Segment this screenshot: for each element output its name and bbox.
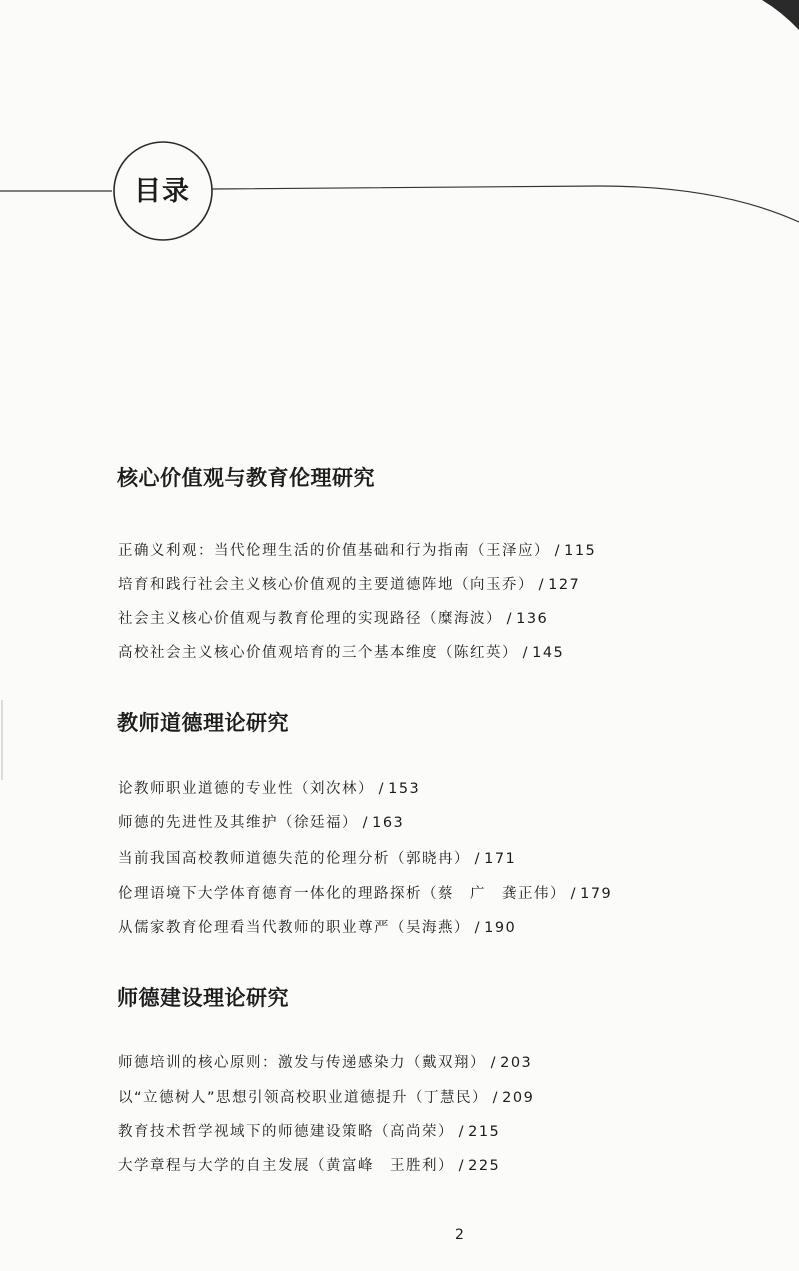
- entry-page: 209: [502, 1090, 535, 1106]
- toc-entry[interactable]: 以“立德树人”思想引领高校职业道德提升（丁慧民） / 209: [118, 1090, 535, 1106]
- entry-title: 培育和践行社会主义核心价值观的主要道德阵地（向玉乔）: [118, 577, 534, 593]
- entry-page: 171: [484, 851, 517, 867]
- toc-entry[interactable]: 当前我国高校教师道德失范的伦理分析（郭晓冉） / 171: [118, 851, 517, 867]
- page-number: 2: [455, 1227, 464, 1243]
- toc-entry[interactable]: 从儒家教育伦理看当代教师的职业尊严（吴海燕） / 190: [118, 920, 517, 936]
- toc-entry[interactable]: 社会主义核心价值观与教育伦理的实现路径（糜海波） / 136: [118, 611, 549, 627]
- entry-page: 136: [516, 611, 549, 627]
- entry-title: 伦理语境下大学体育德育一体化的理路探析（蔡 广 龚正伟）: [118, 886, 566, 902]
- entry-page: 163: [372, 815, 405, 831]
- entry-page: 225: [468, 1158, 501, 1174]
- toc-entry[interactable]: 正确义利观：当代伦理生活的价值基础和行为指南（王泽应） / 115: [118, 543, 597, 559]
- page-title: 目录: [134, 176, 190, 207]
- entry-page: 115: [564, 543, 597, 559]
- entry-page: 190: [484, 920, 517, 936]
- entry-title: 以“立德树人”思想引领高校职业道德提升（丁慧民）: [118, 1090, 489, 1106]
- section-title-1: 核心价值观与教育伦理研究: [117, 465, 375, 490]
- entry-page: 153: [388, 781, 421, 797]
- entry-page: 127: [548, 577, 581, 593]
- entry-title: 高校社会主义核心价值观培育的三个基本维度（陈红英）: [118, 645, 518, 661]
- entry-title: 师德培训的核心原则：激发与传递感染力（戴双翔）: [118, 1055, 486, 1071]
- entry-title: 从儒家教育伦理看当代教师的职业尊严（吴海燕）: [118, 920, 470, 936]
- entry-title: 当前我国高校教师道德失范的伦理分析（郭晓冉）: [118, 851, 470, 867]
- entry-page: 179: [580, 886, 613, 902]
- entry-page: 215: [468, 1124, 501, 1140]
- section-title-3: 师德建设理论研究: [117, 985, 289, 1010]
- toc-entry[interactable]: 伦理语境下大学体育德育一体化的理路探析（蔡 广 龚正伟） / 179: [118, 886, 613, 902]
- entry-title: 教育技术哲学视域下的师德建设策略（高尚荣）: [118, 1124, 454, 1140]
- toc-entry[interactable]: 大学章程与大学的自主发展（黄富峰 王胜利） / 225: [118, 1158, 501, 1174]
- entry-page: 145: [532, 645, 565, 661]
- toc-entry[interactable]: 师德培训的核心原则：激发与传递感染力（戴双翔） / 203: [118, 1055, 533, 1071]
- entry-title: 正确义利观：当代伦理生活的价值基础和行为指南（王泽应）: [118, 543, 550, 559]
- toc-entry[interactable]: 高校社会主义核心价值观培育的三个基本维度（陈红英） / 145: [118, 645, 565, 661]
- corner-shadow: [762, 0, 799, 30]
- section-title-2: 教师道德理论研究: [117, 710, 289, 735]
- toc-entry[interactable]: 论教师职业道德的专业性（刘次林） / 153: [118, 781, 421, 797]
- entry-title: 师德的先进性及其维护（徐廷福）: [118, 815, 358, 831]
- entry-title: 大学章程与大学的自主发展（黄富峰 王胜利）: [118, 1158, 454, 1174]
- toc-entry[interactable]: 培育和践行社会主义核心价值观的主要道德阵地（向玉乔） / 127: [118, 577, 581, 593]
- header-rule-right: [212, 186, 799, 222]
- entry-title: 社会主义核心价值观与教育伦理的实现路径（糜海波）: [118, 611, 502, 627]
- entry-page: 203: [500, 1055, 533, 1071]
- entry-title: 论教师职业道德的专业性（刘次林）: [118, 781, 374, 797]
- toc-entry[interactable]: 师德的先进性及其维护（徐廷福） / 163: [118, 815, 405, 831]
- toc-entry[interactable]: 教育技术哲学视域下的师德建设策略（高尚荣） / 215: [118, 1124, 501, 1140]
